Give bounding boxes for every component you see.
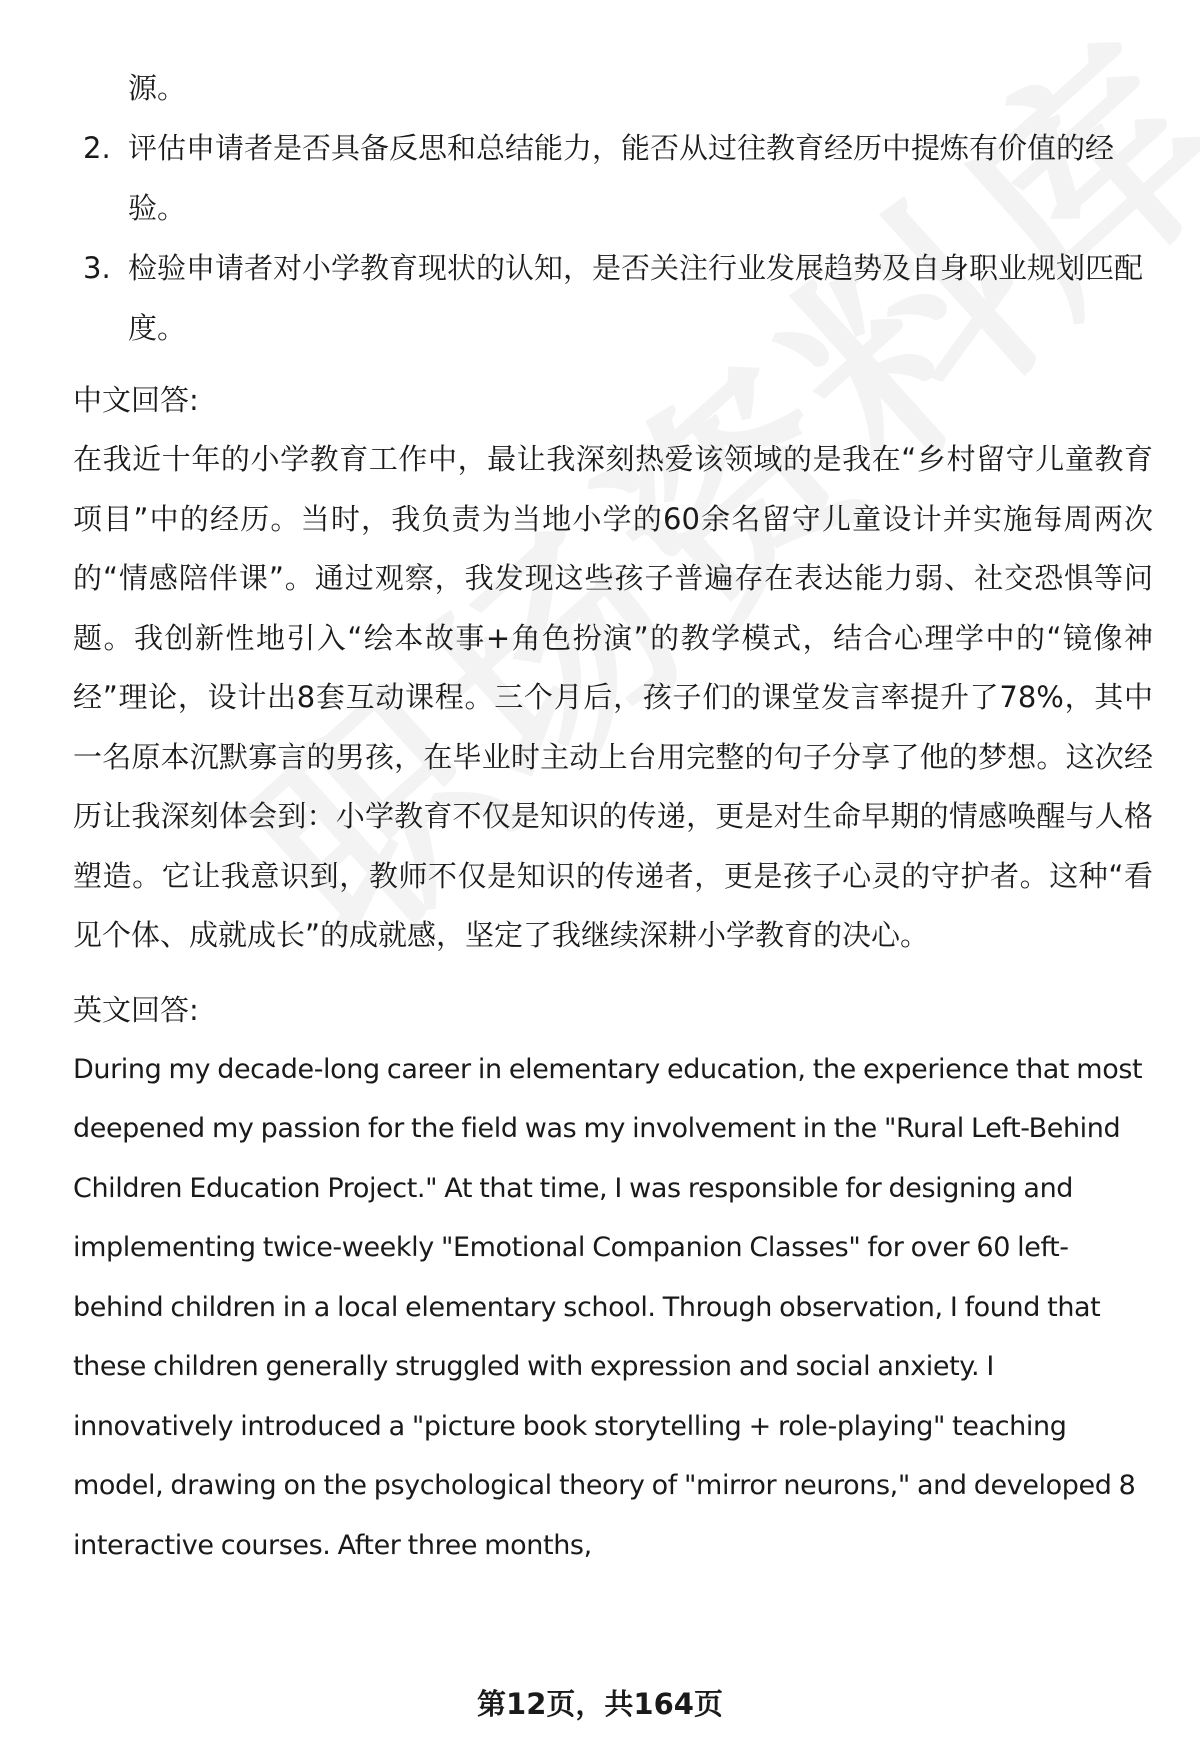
list-item-1-text: 源。 [128,71,187,105]
list-item-3 [73,238,1153,358]
chinese-answer-body: 在我近十年的小学教育工作中，最让我深刻热爱该领域的是我在“乡村留守儿童教育项目”中的经历。当时，我负责为当地小学的60余名留守儿童设计并实施每周两次的“情感陪伴课”。通过观察，我发现这些孩子普遍存在表达能力弱、社交恐惧等问题。我创新性地引入“绘本故事+角色扮演”的教学模式，结合心理学中的“镜像神经”理论，设计出8套互动课程。三个月后，孩子们的课堂发言率提升了78%，其中一名原本沉默寡言的男孩，在毕业时主动上台用完整的句子分享了他的梦想。这次经历让我深刻体会到：小学教育不仅是知识的传递，更是对生命早期的情感唤醒与人格塑造。它让我意识到，教师不仅是知识的传递者，更是孩子心灵的守护者。这种“看见个体、成就成长”的成就感，坚定了我继续深耕小学教育的决心。 [73,442,1153,952]
english-answer-title: 英文回答: [73,992,199,1027]
list-item-3-text: 检验申请者对小学教育现状的认知，是否关注行业发展趋势及自身职业规划匹配度。 [128,251,1144,345]
page-number: 第12页，共164页 [477,1687,723,1721]
list-number: 2. [83,131,111,165]
list-number: 3. [83,251,111,285]
list-item-2-text: 评估申请者是否具备反思和总结能力，能否从过往教育经历中提炼有价值的经验。 [128,131,1115,225]
english-answer-body: During my decade-long career in elementary education, the experience that most deepened my passion for the field was my involvement in the "Rural Left-Behind Children Education Project." At that time, I was responsible for designing and implementing twice-weekly "Emotional Companion Classes" for over 60 left-behind children in a local elementary school. Through observation, I found that these children generally struggled with expression and social anxiety. I innovatively introduced a "picture book storytelling + role-playing" teaching model, drawing on the psychological theory of "mirror neurons," and developed 8 interactive courses. After three months, [73,1053,1143,1561]
chinese-answer-title: 中文回答: [73,383,199,417]
list-item-2 [73,118,1153,238]
document-page [73,58,1153,1575]
list-item-1-continuation [73,58,1153,118]
